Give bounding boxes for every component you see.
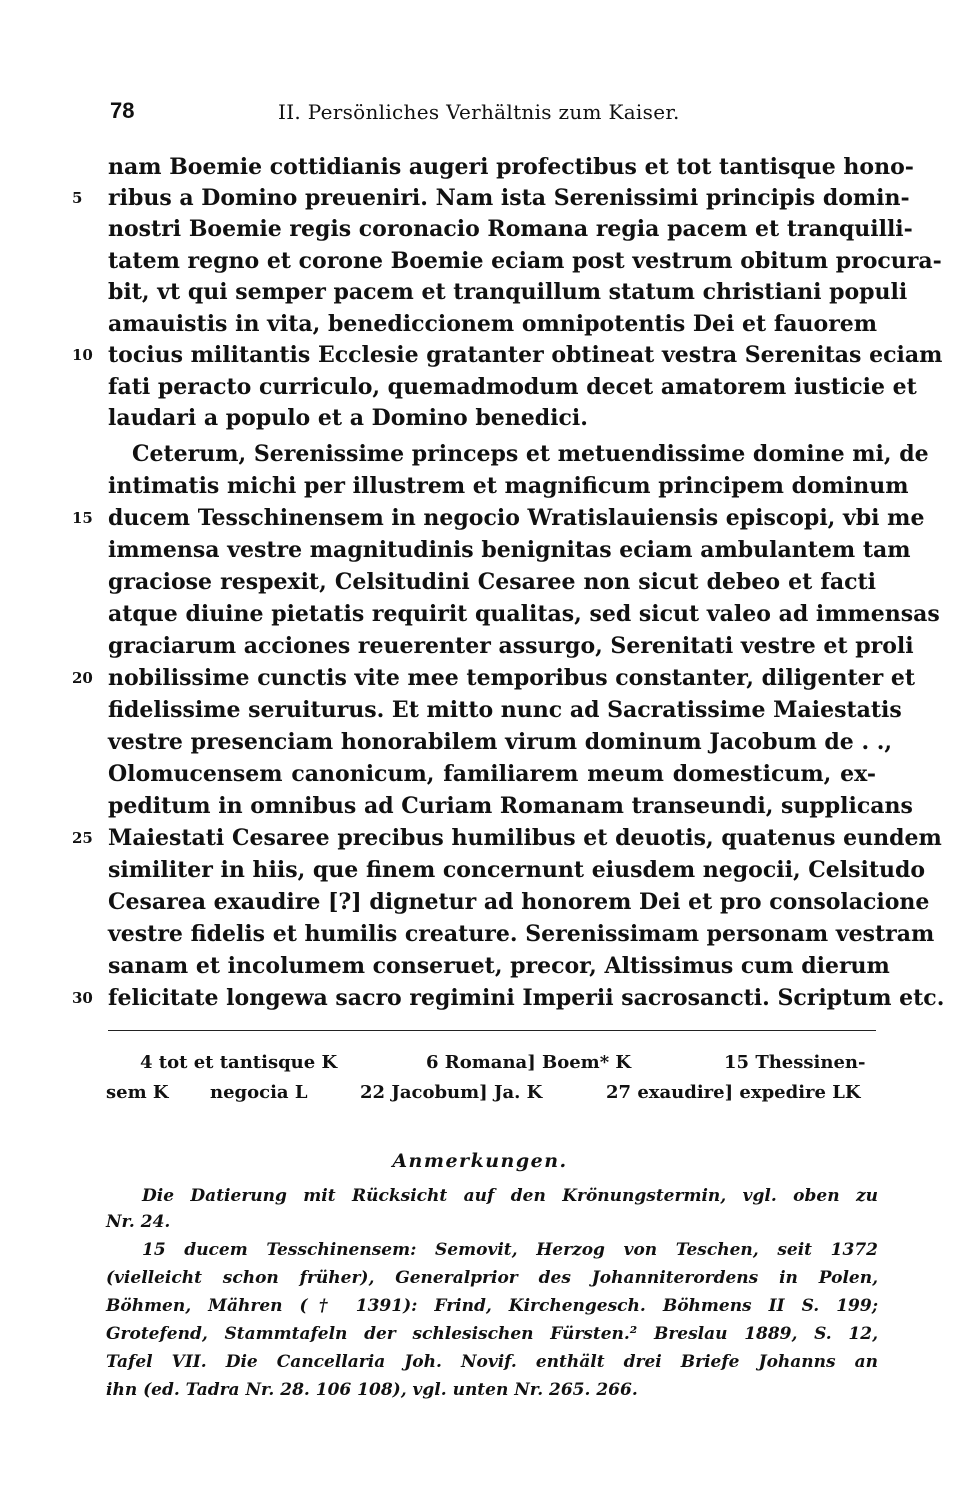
text-line: tocius militantis Ecclesie gratanter obtineat vestra Serenitas eciam: [108, 342, 943, 368]
note-line: Tafel VII. Die Cancellaria Joh. Novif. enthält drei Briefe Johanns an: [106, 1352, 878, 1372]
text-line: peditum in omnibus ad Curiam Romanam transeundi, supplicans: [108, 793, 913, 819]
text-line: Cesarea exaudire [?] dignetur ad honorem Dei et pro consolacione: [108, 889, 930, 915]
text-line: felicitate longewa sacro regimini Imperii sacrosancti. Scriptum etc.: [108, 985, 945, 1011]
note-line: Grotefend, Stammtafeln der schlesischen Fürsten.² Breslau 1889, S. 12,: [106, 1324, 878, 1344]
text-line: ribus a Domino preueniri. Nam ista Serenissimi principis domin-: [108, 185, 910, 211]
text-line: immensa vestre magnitudinis benignitas eciam ambulantem tam: [108, 537, 911, 563]
text-line: amauistis in vita, benediccionem omnipotentis Dei et fauorem: [108, 311, 878, 337]
text-line: fati peracto curriculo, quemadmodum decet amatorem iusticie et: [108, 374, 917, 400]
text-line: intimatis michi per illustrem et magnificum principem dominum: [108, 473, 909, 499]
note-line: ihn (ed. Tadra Nr. 28. 106 108), vgl. unten Nr. 265. 266.: [106, 1380, 638, 1400]
apparatus-entry: 6 Romana] Boem* K: [426, 1052, 632, 1073]
apparatus-entry: sem K: [106, 1082, 169, 1103]
text-line: graciarum acciones reuerenter assurgo, Serenitati vestre et proli: [108, 633, 914, 659]
text-line: atque diuine pietatis requirit qualitas, sed sicut valeo ad immensas: [108, 601, 940, 627]
apparatus-line: [106, 1050, 876, 1076]
apparatus-entry: 15 Thessinen-: [724, 1052, 866, 1073]
note-line: Nr. 24.: [106, 1212, 171, 1232]
apparatus-entry: 4 tot et tantisque K: [140, 1052, 338, 1073]
text-line: fidelissime seruiturus. Et mitto nunc ad Sacratissime Maiestatis: [108, 697, 902, 723]
text-line: sanam et incolumem conseruet, precor, Altissimus cum dierum: [108, 953, 890, 979]
note-line: Böhmen, Mähren († 1391): Frind, Kirchengesch. Böhmens II S. 199;: [106, 1296, 878, 1316]
line-number: 10: [72, 346, 93, 364]
text-line: tatem regno et corone Boemie eciam post vestrum obitum procura-: [108, 248, 942, 274]
text-line: similiter in hiis, que finem concernunt eiusdem negocii, Celsitudo: [108, 857, 926, 883]
text-line: Maiestati Cesaree precibus humilibus et deuotis, quatenus eundem: [108, 825, 942, 851]
line-number: 20: [72, 669, 93, 687]
notes-heading: Anmerkungen.: [392, 1150, 568, 1172]
text-line: ducem Tesschinensem in negocio Wratislauiensis episcopi, vbi me: [108, 505, 925, 531]
text-line: bit, vt qui semper pacem et tranquillum statum christiani populi: [108, 279, 908, 305]
text-line: Olomucensem canonicum, familiarem meum domesticum, ex-: [108, 761, 876, 787]
footnote-divider: [108, 1030, 876, 1031]
note-line: (vielleicht schon früher), Generalprior des Johanniterordens in Polen,: [106, 1268, 878, 1288]
text-line: Ceterum, Serenissime princeps et metuendissime domine mi, de: [132, 441, 929, 467]
line-number: 5: [72, 189, 83, 207]
text-line: laudari a populo et a Domino benedici.: [108, 405, 588, 431]
apparatus-entry: 27 exaudire] expedire LK: [606, 1082, 861, 1103]
line-number: 25: [72, 829, 93, 847]
line-number: 30: [72, 989, 93, 1007]
text-line: nostri Boemie regis coronacio Romana regia pacem et tranquilli-: [108, 216, 913, 242]
page-header: [110, 98, 880, 130]
text-line: nobilissime cunctis vite mee temporibus constanter, diligenter et: [108, 665, 916, 691]
note-line: Die Datierung mit Rücksicht auf den Krönungstermin, vgl. oben zu: [142, 1186, 878, 1206]
page-number: 78: [110, 98, 135, 123]
text-line: nam Boemie cottidianis augeri profectibus et tot tantisque hono-: [108, 154, 914, 180]
apparatus-line: [106, 1080, 876, 1106]
apparatus-entry: negocia L: [210, 1082, 308, 1103]
apparatus-entry: 22 Jacobum] Ja. K: [360, 1082, 543, 1103]
running-title: II. Persönliches Verhältnis zum Kaiser.: [278, 100, 680, 124]
note-line: 15 ducem Tesschinensem: Semovit, Herzog von Teschen, seit 1372: [142, 1240, 878, 1260]
line-number: 15: [72, 509, 93, 527]
text-line: vestre presenciam honorabilem virum dominum Jacobum de . .,: [108, 729, 893, 755]
text-line: vestre fidelis et humilis creature. Serenissimam personam vestram: [108, 921, 935, 947]
text-line: graciose respexit, Celsitudini Cesaree non sicut debeo et facti: [108, 569, 876, 595]
